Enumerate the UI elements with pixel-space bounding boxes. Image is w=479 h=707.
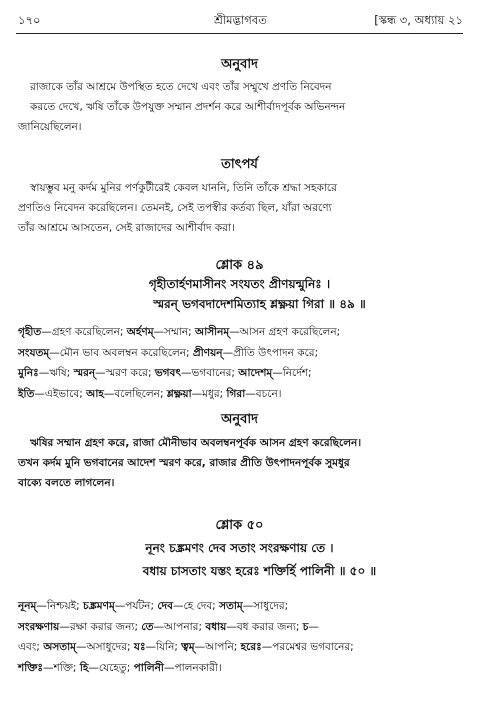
verse-49-synonyms bbox=[18, 322, 461, 404]
synonym-term: স্মরন্ bbox=[73, 367, 96, 379]
verse-49-translation bbox=[18, 433, 461, 493]
synonym-gloss: —সম্মান; bbox=[153, 326, 195, 338]
synonym-gloss: —এইভাবে; bbox=[34, 387, 87, 400]
synonym-line bbox=[18, 637, 461, 658]
synonym-gloss: — bbox=[308, 620, 319, 633]
synonym-term: গৃহীত bbox=[18, 326, 42, 338]
synonym-term: দেব bbox=[157, 600, 173, 612]
synonym-term: যঃ bbox=[133, 641, 146, 653]
chapter-reference: [স্কন্ধ ৩, অধ্যায় ২১ bbox=[374, 13, 463, 27]
translation-line: করতে দেখে, ঋষি তাঁকে উপযুক্ত সম্মান প্রদর্শন করে আশীর্বাদপূর্বক অভিনন্দন bbox=[30, 101, 346, 113]
translation-heading: অনুবাদ bbox=[221, 57, 258, 72]
synonym-term: চ bbox=[302, 620, 309, 633]
synonym-term: শ্লক্ষ্ণয়া bbox=[166, 387, 192, 400]
synonym-term: গিরা bbox=[226, 387, 246, 400]
synonym-term: শক্তিঃ bbox=[18, 661, 44, 674]
purport-line: তাঁর আশ্রমে আসতেন, সেই রাজাদের আশীর্বাদ করা। bbox=[18, 222, 235, 234]
synonym-gloss: —শক্তি; bbox=[43, 661, 80, 674]
synonym-gloss: —ঋষি; bbox=[38, 367, 74, 379]
synonym-term: তে bbox=[141, 620, 154, 633]
synonym-gloss: —বলেছিলেন; bbox=[103, 387, 167, 400]
verse-49-line-1: গৃহীতার্হণমাসীনং সংযতং প্রীণয়ন্মুনিঃ । bbox=[148, 277, 331, 291]
verse-49-translation-line: বাক্যে বলতে লাগলেন। bbox=[18, 477, 115, 489]
synonym-line bbox=[18, 343, 461, 364]
verse-49-translation-line: ঋষির সম্মান গ্রহণ করে, রাজা মৌনীভাব অবলম্বনপূর্বক আসন গ্রহণ করেছিলেন। bbox=[30, 437, 362, 449]
header-rule bbox=[16, 33, 463, 34]
synonym-term: প্রীণয়ন্ bbox=[192, 346, 223, 359]
synonym-gloss: —সাধুদের; bbox=[242, 600, 289, 612]
synonym-term: চঙ্ক্রমণম্ bbox=[83, 600, 115, 612]
verse-50-line-2: বধায় চাসতাং যস্তং হরেঃ শক্তির্হি পালিনী ॥ ৫০ ॥ bbox=[142, 564, 377, 578]
synonym-term: আসীনম্ bbox=[194, 326, 230, 338]
synonym-gloss: —গ্রহণ করেছিলেন; bbox=[41, 326, 127, 338]
page-header bbox=[18, 12, 463, 32]
verse-50-heading: শ্লোক ৫০ bbox=[215, 518, 264, 533]
synonym-term: হি bbox=[79, 661, 89, 674]
synonym-term: অর্হণম্ bbox=[126, 326, 154, 338]
verse-49-translation-heading: অনুবাদ bbox=[221, 412, 258, 427]
synonym-line bbox=[18, 617, 461, 638]
synonym-term: ভগবৎ bbox=[154, 367, 181, 379]
verse-50-line-1: নূনং চঙ্ক্রমণং দেব সতাং সংরক্ষণায় তে । bbox=[145, 541, 334, 555]
synonym-gloss: এবং; bbox=[18, 641, 44, 653]
synonym-gloss: —যেহেতু; bbox=[88, 661, 134, 674]
synonym-line bbox=[18, 363, 461, 384]
synonym-gloss: —যিনি; bbox=[145, 641, 182, 653]
synonym-line bbox=[18, 322, 461, 343]
page-number: ১৭০ bbox=[18, 13, 41, 27]
synonym-term: মুনিঃ bbox=[18, 367, 39, 379]
purport-line: প্রণতিও নিবেদন করেছিলেন। তেমনই, সেই তপস্বীর কর্তব্য ছিল, যাঁরা অরণ্যে bbox=[18, 202, 332, 214]
synonym-gloss: —রক্ষা করার জন্য; bbox=[59, 620, 142, 633]
synonym-term: পালিনী bbox=[133, 661, 164, 674]
verse-49-heading: শ্লোক ৪৯ bbox=[215, 258, 264, 273]
synonym-gloss: —নির্দেশ; bbox=[272, 367, 312, 379]
synonym-gloss: —নিশ্চয়ই; bbox=[36, 600, 83, 612]
synonym-gloss: —পরমেশ্বর ভগবানের; bbox=[261, 641, 354, 653]
synonym-gloss: —পালনকারী। bbox=[163, 661, 222, 674]
synonym-gloss: —আপনি; bbox=[194, 641, 241, 653]
synonym-line bbox=[18, 658, 461, 679]
synonym-gloss: —মৌন ভাব অবলম্বন করেছিলেন; bbox=[49, 346, 193, 359]
verse-49-line-2: স্মরন্ ভগবদাদেশমিত্যাহ শ্লক্ষ্ণয়া গিরা ॥ ৪৯ ॥ bbox=[153, 297, 366, 311]
purport-line: স্বায়ম্ভুব মনু কর্দম মুনির পর্ণকুটীরেই কেবল যাননি, তিনি তাঁকে শ্রদ্ধা সহকারে bbox=[30, 182, 337, 194]
synonym-gloss: —আপনার; bbox=[153, 620, 206, 633]
synonym-gloss: —অসাধুদের; bbox=[76, 641, 134, 653]
synonym-gloss: —পর্যটন; bbox=[114, 600, 158, 612]
purport-paragraph bbox=[18, 178, 461, 238]
synonym-gloss: —হে দেব; bbox=[172, 600, 220, 612]
purport-heading: তাৎপর্য bbox=[221, 157, 258, 172]
verse-50-synonyms bbox=[18, 596, 461, 678]
synonym-term: নূনম্ bbox=[18, 600, 37, 612]
translation-line: জানিয়েছিলেন। bbox=[18, 121, 82, 133]
verse-49-translation-line: তখন কর্দম মুনি ভগবানের আদেশ স্মরণ করে, রাজার প্রীতি উৎপাদনপূর্বক সুমধুর bbox=[18, 457, 350, 469]
synonym-term: হরেঃ bbox=[240, 641, 262, 653]
synonym-gloss: —বচনে। bbox=[245, 387, 282, 400]
synonym-term: বধায় bbox=[205, 620, 227, 633]
synonym-line bbox=[18, 384, 461, 405]
synonym-gloss: —বধ করার জন্য; bbox=[226, 620, 303, 633]
synonym-term: সতাম্ bbox=[219, 600, 243, 612]
book-title: শ্রীমদ্ভাগবত bbox=[214, 13, 267, 27]
synonym-gloss: —ভগবানের; bbox=[181, 367, 239, 379]
synonym-term: আদেশম্ bbox=[238, 367, 273, 379]
synonym-gloss: —প্রীতি উৎপাদন করে; bbox=[222, 346, 319, 359]
synonym-gloss: —আসন গ্রহণ করেছিলেন; bbox=[229, 326, 341, 338]
synonym-term: ত্বম্ bbox=[181, 641, 195, 653]
synonym-gloss: —স্মরণ করে; bbox=[95, 367, 155, 379]
synonym-term: ইতি bbox=[18, 387, 35, 400]
synonym-gloss: —মধুর; bbox=[191, 387, 227, 400]
synonym-line bbox=[18, 596, 461, 617]
synonym-term: আহ bbox=[86, 387, 104, 400]
translation-line: রাজাকে তাঁর আশ্রমে উপস্থিত হতে দেখে এবং তাঁর সম্মুখে প্রণতি নিবেদন bbox=[30, 81, 332, 93]
synonym-term: সংরক্ষণায় bbox=[18, 620, 60, 633]
synonym-term: সংযতম্ bbox=[18, 346, 50, 359]
synonym-term: অসতাম্ bbox=[43, 641, 77, 653]
translation-paragraph bbox=[18, 77, 461, 137]
